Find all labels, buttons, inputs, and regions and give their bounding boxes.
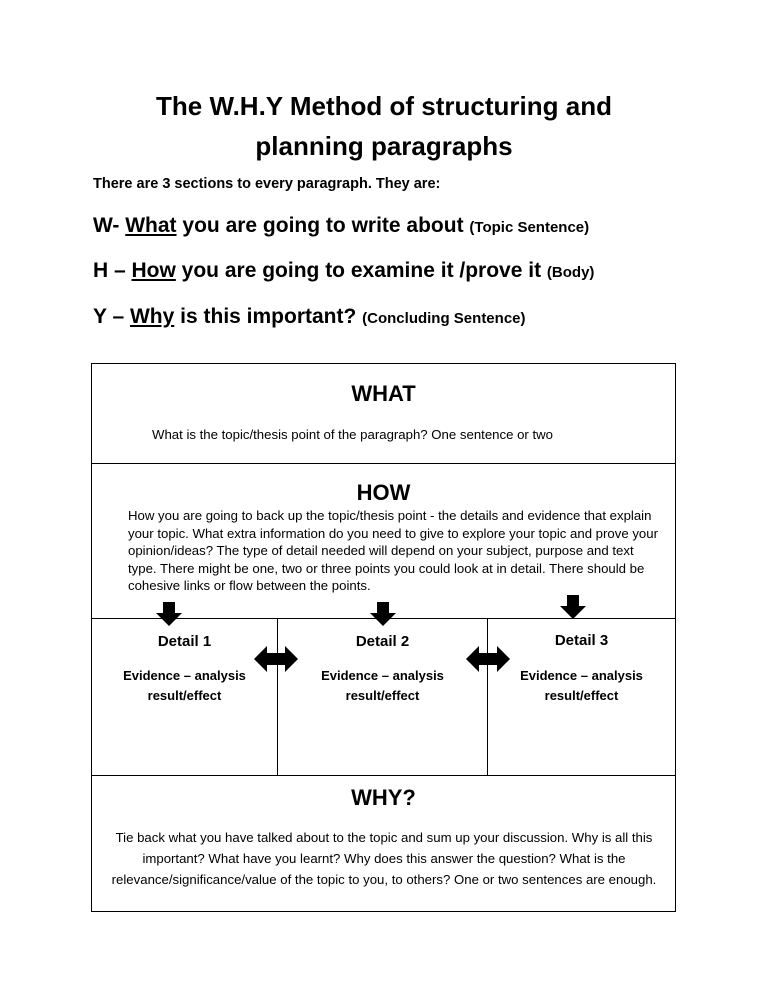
detail-1-heading: Detail 1 <box>157 633 212 650</box>
detail-3-line-1: Evidence – analysis <box>520 668 643 683</box>
detail-1-box <box>91 618 278 776</box>
what-text: What is the topic/thesis point of the paragraph? One sentence or two <box>152 427 553 442</box>
step-what-keyword: What <box>125 214 177 237</box>
step-how-keyword: How <box>131 259 176 282</box>
why-box <box>91 775 676 912</box>
detail-3-text <box>488 666 675 706</box>
down-arrow-icon <box>560 595 586 619</box>
detail-3-line-2: result/effect <box>544 688 619 703</box>
how-heading: HOW <box>356 480 411 505</box>
what-heading: WHAT <box>351 381 416 406</box>
detail-2-text <box>278 666 487 706</box>
step-why-text: is this important? <box>174 305 363 328</box>
how-text: How you are going to back up the topic/thesis point - the details and evidence that explain your topic. What extra information do you need to give to explore your topic and prove your opinion/ideas? The type of detail needed will depend on your subject, purpose and text type. There might be one, two or three points you could look at in detail. There should be cohesive links or flow between the points. <box>128 508 658 593</box>
how-box <box>91 463 676 619</box>
detail-1-text <box>92 666 277 706</box>
step-what-text: you are going to write about <box>176 214 470 237</box>
double-arrow-icon <box>466 646 510 672</box>
step-why-keyword: Why <box>129 305 175 328</box>
detail-2-heading: Detail 2 <box>355 633 410 650</box>
detail-1-line-1: Evidence – analysis <box>123 668 246 683</box>
step-how-text: you are going to examine it /prove it <box>175 259 547 282</box>
step-what-note: (Topic Sentence) <box>469 219 590 236</box>
step-why <box>93 305 526 329</box>
detail-3-box <box>487 618 676 776</box>
page-title-line-1: The W.H.Y Method of structuring and <box>156 91 612 121</box>
step-why-note: (Concluding Sentence) <box>362 310 526 327</box>
detail-2-line-1: Evidence – analysis <box>321 668 444 683</box>
step-how <box>93 259 594 283</box>
why-text: Tie back what you have talked about to the topic and sum up your discussion. Why is all this important? What have you learnt? Why does this answer the question? What is the relevance/significance/value of the topic to you, to others? One or two sentences are enough. <box>111 830 657 887</box>
intro-text: There are 3 sections to every paragraph. They are: <box>93 176 441 192</box>
detail-3-heading: Detail 3 <box>554 632 609 649</box>
detail-2-box <box>277 618 488 776</box>
detail-2-line-2: result/effect <box>345 688 420 703</box>
what-box <box>91 363 676 464</box>
step-what-lead: W- <box>93 214 126 237</box>
why-heading: WHY? <box>351 785 416 810</box>
step-how-note: (Body) <box>546 264 595 281</box>
detail-1-line-2: result/effect <box>147 688 222 703</box>
step-how-lead: H – <box>93 259 132 282</box>
double-arrow-icon <box>254 646 298 672</box>
page-title-line-2: planning paragraphs <box>255 131 513 161</box>
step-why-lead: Y – <box>93 305 130 328</box>
step-what <box>93 214 589 238</box>
page-title <box>0 86 768 166</box>
